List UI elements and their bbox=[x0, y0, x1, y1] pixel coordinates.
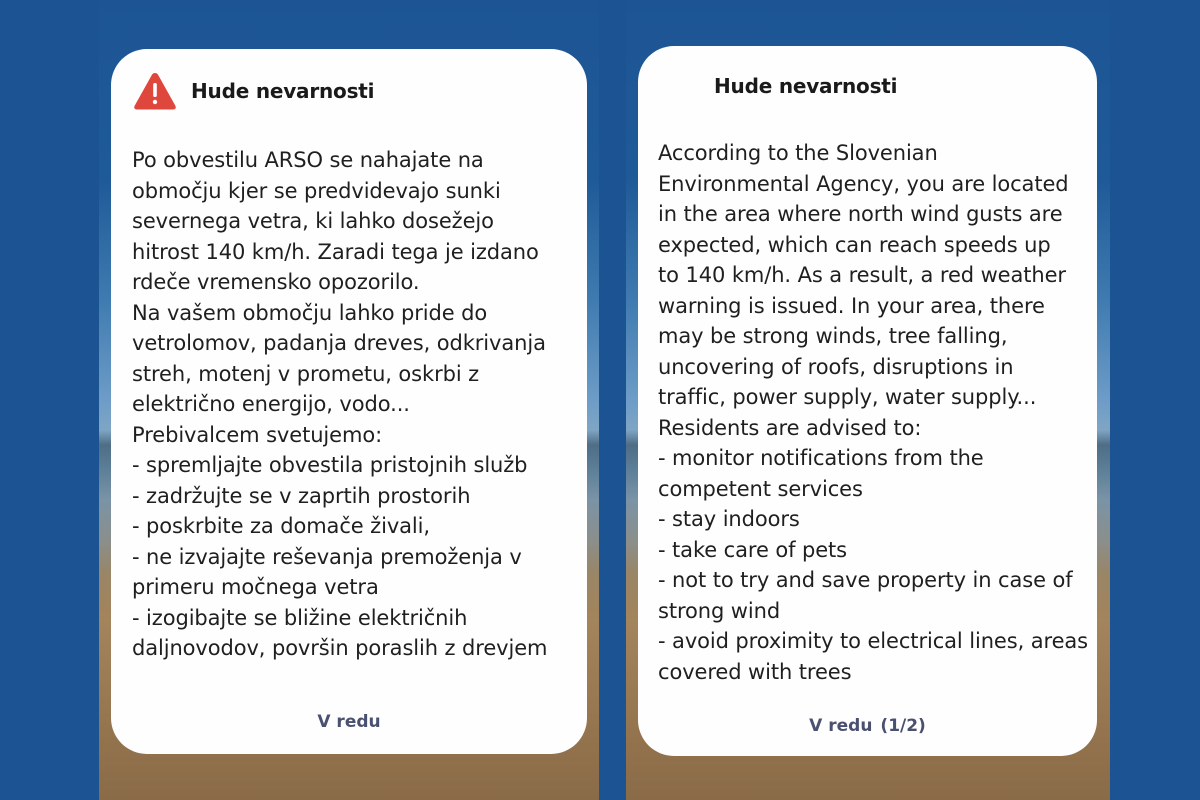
ok-button[interactable] bbox=[638, 710, 1097, 742]
advice-item: - ne izvajajte reševanja premoženja v bbox=[132, 544, 522, 569]
phone-screenshot-english bbox=[626, 0, 1110, 800]
advice-item: covered with trees bbox=[658, 659, 852, 684]
alert-header bbox=[714, 74, 897, 98]
ok-button-label: V redu bbox=[317, 712, 381, 732]
alert-header bbox=[133, 71, 374, 111]
advice-item: - izogibajte se bližine električnih bbox=[132, 605, 468, 630]
message-line: električno energijo, vodo... bbox=[132, 392, 410, 416]
advice-item: daljnovodov, površin poraslih z drevjem bbox=[132, 636, 548, 660]
message-line: expected, which can reach speeds up bbox=[658, 232, 1051, 257]
alert-page-counter: (1/2) bbox=[880, 716, 926, 736]
message-line: may be strong winds, tree falling, bbox=[658, 324, 1008, 348]
message-line: to 140 km/h. As a result, a red weather bbox=[658, 263, 1066, 287]
advice-item: primeru močnega vetra bbox=[132, 575, 379, 599]
message-line: warning is issued. In your area, there bbox=[658, 293, 1045, 318]
advice-item: strong wind bbox=[658, 598, 781, 623]
advice-item: - monitor notifications from the bbox=[658, 446, 984, 470]
message-line: uncovering of roofs, disruptions in bbox=[658, 354, 1014, 379]
advice-item: - take care of pets bbox=[658, 537, 847, 562]
advice-item: competent services bbox=[658, 476, 863, 501]
advice-item: - not to try and save property in case of bbox=[658, 568, 1073, 592]
message-line: Residents are advised to: bbox=[658, 415, 922, 440]
advice-item: - zadržujte se v zaprtih prostorih bbox=[132, 483, 471, 508]
message-line: Environmental Agency, you are located bbox=[658, 171, 1069, 196]
message-line: severnega vetra, ki lahko dosežejo bbox=[132, 209, 494, 233]
alert-title: Hude nevarnosti bbox=[191, 79, 375, 103]
message-line: rdeče vremensko opozorilo. bbox=[132, 270, 420, 294]
advice-item: - stay indoors bbox=[658, 507, 800, 531]
message-line: vetrolomov, padanja dreves, odkrivanja bbox=[132, 331, 546, 355]
message-line: traffic, power supply, water supply... bbox=[658, 385, 1037, 409]
message-line: According to the Slovenian bbox=[658, 141, 938, 165]
message-line: streh, motenj v prometu, oskrbi z bbox=[132, 361, 480, 386]
advice-item: - poskrbite za domače živali, bbox=[132, 514, 430, 538]
message-line: in the area where north wind gusts are bbox=[658, 202, 1063, 226]
message-line: hitrost 140 km/h. Zaradi tega je izdano bbox=[132, 239, 539, 264]
alert-dialog-english bbox=[638, 46, 1097, 756]
advice-item: - avoid proximity to electrical lines, areas bbox=[658, 629, 1088, 653]
ok-button-label: V redu bbox=[809, 716, 873, 736]
ok-button[interactable] bbox=[111, 706, 587, 738]
alert-title: Hude nevarnosti bbox=[714, 74, 898, 98]
advice-item: - spremljajte obvestila pristojnih služb bbox=[132, 453, 528, 477]
phone-screenshot-slovenian bbox=[99, 0, 599, 800]
alert-message bbox=[132, 145, 547, 664]
alert-message bbox=[658, 138, 1088, 687]
message-line: Prebivalcem svetujemo: bbox=[132, 422, 383, 447]
message-line: Na vašem območju lahko pride do bbox=[132, 300, 488, 325]
message-line: Po obvestilu ARSO se nahajate na bbox=[132, 148, 484, 172]
message-line: območju kjer se predvidevajo sunki bbox=[132, 178, 501, 203]
warning-triangle-icon bbox=[133, 71, 177, 111]
alert-dialog-slovenian bbox=[111, 49, 587, 754]
